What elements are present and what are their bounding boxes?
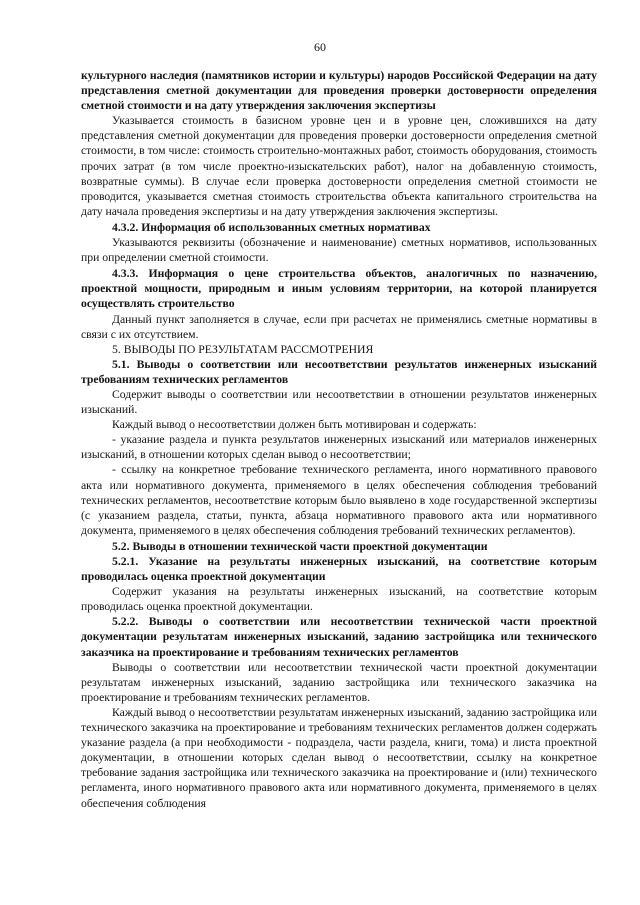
heading-4-3-2: 4.3.2. Информация об использованных сметных нормативах	[112, 220, 431, 234]
paragraph-survey-results-indication: Содержит указания на результаты инженерных изысканий, на соответствие которым проводилась оценка проектной документации.	[81, 585, 597, 614]
heading-cultural-heritage-continuation: культурного наследия (памятников истории и культуры) народов Российской Федерации на дату представления сметной документации для проведения проверки достоверности определения сметной стоимости и на дату утверждения заключения экспертизы	[81, 69, 597, 113]
paragraph-analog-price: Данный пункт заполняется в случае, если при расчетах не применялись сметные нормативы в связи с их отсутствием.	[81, 312, 597, 341]
paragraph-nonconformity-motivated: Каждый вывод о несоответствии должен быть мотивирован и содержать:	[112, 418, 477, 432]
heading-5-2: 5.2. Выводы в отношении технической части проектной документации	[112, 539, 488, 553]
paragraph-each-nonconformity: Каждый вывод о несоответствии результатам инженерных изысканий, заданию застройщика или технического заказчика на проектирование и требованиям технических регламентов должен содержать указание раздела (а при необходимости - подраздела, части раздела, книги, тома) и листа проектной документации, в отношении которых сделан вывод о несоответствии, ссылку на конкретное требование задания застройщика или технического заказчика на проектирование и (или) технического регламента, иного нормативного правового акта или нормативного документа, применяемого в целях обеспечения соблюдения	[81, 705, 597, 810]
heading-5-1: 5.1. Выводы о соответствии или несоответствии результатов инженерных изысканий требованиям технических регламентов	[81, 357, 597, 386]
paragraph-technical-part-conclusions: Выводы о соответствии или несоответствии технической части проектной документации результатам инженерных изысканий, заданию застройщика или технического заказчика на проектирование и требованиям технических регламентов.	[81, 660, 597, 704]
list-item-requirement-reference: - ссылку на конкретное требование технического регламента, иного нормативного правового акта или нормативного документа, применяемого в целях обеспечения соблюдения требований технических регламентов, несоответствие которым было выявлено в ходе государственной экспертизы (с указанием раздела, статьи, пункта, абзаца нормативного правового акта или нормативного документа, применяемого в целях обеспечения соблюдения требований технических регламентов).	[81, 463, 597, 537]
heading-section-5: 5. ВЫВОДЫ ПО РЕЗУЛЬТАТАМ РАССМОТРЕНИЯ	[112, 342, 374, 356]
paragraph-estimate-norms: Указываются реквизиты (обозначение и наименование) сметных нормативов, использованных при определении сметной стоимости.	[81, 236, 597, 265]
paragraph-conclusions-surveys: Содержит выводы о соответствии или несоответствии в отношении результатов инженерных изысканий.	[81, 387, 597, 417]
page-number: 60	[314, 40, 326, 54]
document-body	[81, 68, 597, 811]
heading-4-3-3: 4.3.3. Информация о цене строительства объектов, аналогичных по назначению, проектной мощности, природным и иным условиям территории, на которой планируется осуществлять строительство	[81, 267, 597, 311]
list-item-section-reference: - указание раздела и пункта результатов инженерных изысканий или материалов инженерных изысканий, в отношении которых сделан вывод о несоответствии;	[81, 433, 597, 462]
heading-5-2-1: 5.2.1. Указание на результаты инженерных изысканий, на соответствие которым проводилась оценка проектной документации	[81, 555, 597, 584]
paragraph-cost-description: Указывается стоимость в базисном уровне цен и в уровне цен, сложившихся на дату представления сметной документации для проведения проверки достоверности определения сметной стоимости, в том числе: стоимость строительно-монтажных работ, стоимость оборудования, стоимость прочих затрат (в том числе проектно-изыскательских работ), налог на добавленную стоимость, возвратные суммы). В случае если проверка достоверности определения сметной стоимости не проводится, указывается сметная стоимость строительства объекта капитального строительства на дату начала проведения экспертизы и на дату утверждения заключения экспертизы.	[81, 114, 597, 218]
heading-5-2-2: 5.2.2. Выводы о соответствии или несоответствии технической части проектной документации результатам инженерных изысканий, заданию застройщика или технического заказчика на проектирование и требованиям технических регламентов	[81, 615, 597, 659]
